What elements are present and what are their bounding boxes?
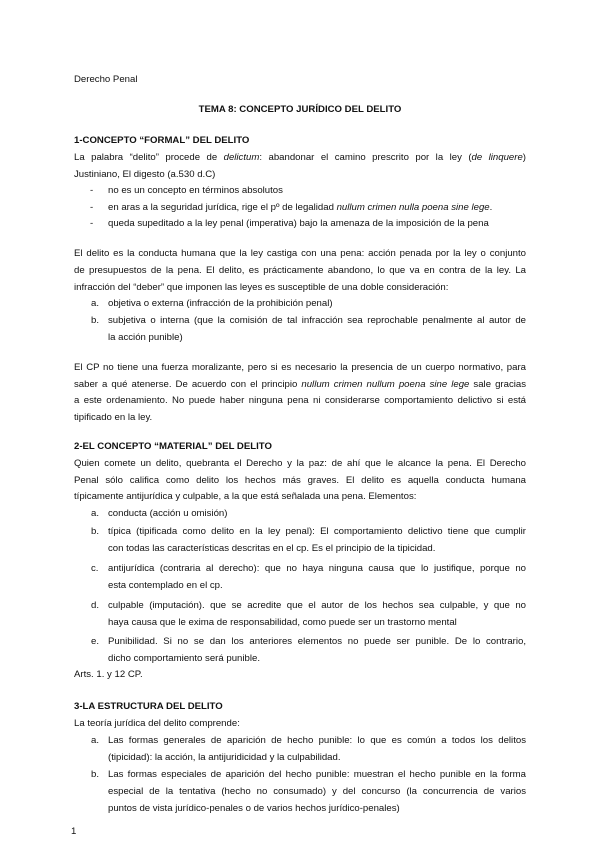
list-item-continuation: dicho comportamiento será punible. xyxy=(108,653,260,664)
list-item-label: b. xyxy=(91,526,100,537)
list-item-label: e. xyxy=(91,636,100,647)
list-item: culpable (imputación). que se acredite que el autor de los hechos sea culpable, y que no xyxy=(108,600,526,611)
paragraph-line: a este ordenamiento. No puede haber ninguna pena ni considerarse comportamiento delictivo si está xyxy=(74,395,526,406)
list-item-label: c. xyxy=(91,563,99,574)
section-1-intro-line-1: La palabra “delito” procede de delictum: abandonar el camino prescrito por la ley (de linquere) xyxy=(74,152,526,163)
list-item-continuation: esta contemplado en el cp. xyxy=(108,580,223,591)
list-item-label: a. xyxy=(91,735,100,746)
list-item-label: b. xyxy=(91,315,100,326)
document-title: TEMA 8: CONCEPTO JURÍDICO DEL DELITO xyxy=(198,104,402,115)
paragraph-line: típicamente antijurídica y culpable, a la que está señalada una pena. Elementos: xyxy=(74,491,417,502)
list-item: antijurídica (contraria al derecho): que no haya ninguna causa que lo justifique, porque no xyxy=(108,563,526,574)
bullet-mark: - xyxy=(90,218,94,229)
paragraph-line: Penal sólo califica como delito los hechos más graves. El delito es aquella conducta humana xyxy=(74,475,526,486)
section-3-heading: 3-LA ESTRUCTURA DEL DELITO xyxy=(74,701,223,712)
list-item: objetiva o externa (infracción de la prohibición penal) xyxy=(108,298,333,309)
paragraph-line: El CP no tiene una fuerza moralizante, pero si es necesario la presencia de un cuerpo normativo, para xyxy=(74,362,526,373)
list-item-continuation: puntos de vista jurídico-penales o de varios hechos jurídico-penales) xyxy=(108,803,400,814)
bullet-mark: - xyxy=(90,202,94,213)
paragraph-line: El delito es la conducta humana que la ley castiga con una pena: acción penada por la ley o conjunto xyxy=(74,248,526,259)
bullet-mark: - xyxy=(90,185,94,196)
list-item: conducta (acción u omisión) xyxy=(108,508,228,519)
list-item-label: a. xyxy=(91,298,100,309)
section-2-heading: 2-EL CONCEPTO “MATERIAL” DEL DELITO xyxy=(74,441,272,452)
articles-reference: Arts. 1. y 12 CP. xyxy=(74,669,143,680)
document-subject: Derecho Penal xyxy=(74,74,138,85)
list-item-continuation: con todas las características descritas en el cp. Es el principio de la tipicidad. xyxy=(108,543,436,554)
section-1-intro-line-2: Justiniano, El digesto (a.530 d.C) xyxy=(74,169,216,180)
page-number: 1 xyxy=(71,826,77,837)
section-1-heading: 1-CONCEPTO “FORMAL” DEL DELITO xyxy=(74,135,250,146)
list-item-continuation: (tipicidad): la acción, la antijuridicidad y la culpabilidad. xyxy=(108,752,341,763)
list-item: Punibilidad. Si no se dan los anteriores elementos no puede ser punible. De lo contrario, xyxy=(108,636,526,647)
bullet-item: en aras a la seguridad jurídica, rige el pº de legalidad nullum crimen nulla poena sine lege. xyxy=(108,202,493,213)
paragraph-line: Quien comete un delito, quebranta el Derecho y la paz: de ahí que le alcance la pena. El Derecho xyxy=(74,458,526,469)
list-item: típica (tipificada como delito en la ley penal): El comportamiento delictivo tiene que cumplir xyxy=(108,526,526,537)
list-item-label: b. xyxy=(91,769,100,780)
bullet-item: no es un concepto en términos absolutos xyxy=(108,185,283,196)
list-item: Las formas generales de aparición de hecho punible: lo que es común a todos los delitos xyxy=(108,735,526,746)
list-item-label: a. xyxy=(91,508,100,519)
list-item-continuation: la acción punible) xyxy=(108,332,183,343)
paragraph-line: tipificado en la ley. xyxy=(74,412,153,423)
paragraph-line: infracción del “deber” que imponen las leyes es susceptible de una doble consideración: xyxy=(74,282,449,293)
paragraph-line: La teoría jurídica del delito comprende: xyxy=(74,718,240,729)
paragraph-line: saber a qué atenerse. De acuerdo con el principio nullum crimen nullum poena sine lege sale gracias xyxy=(74,379,526,390)
list-item-label: d. xyxy=(91,600,100,611)
bullet-item: queda supeditado a la ley penal (imperativa) bajo la amenaza de la imposición de la pena xyxy=(108,218,489,229)
list-item: subjetiva o interna (que la comisión de tal infracción sea reprochable penalmente al autor de xyxy=(108,315,526,326)
list-item-continuation: especial de la tentativa (hecho no consumado) y del concurso (la concurrencia de varios xyxy=(108,786,526,797)
list-item: Las formas especiales de aparición del hecho punible: muestran el hecho punible en la forma xyxy=(108,769,526,780)
paragraph-line: de presupuestos de la pena. El delito, es prácticamente abandono, lo que va en contra de la ley. La xyxy=(74,265,526,276)
list-item-continuation: haya causa que le exima de responsabilidad, como puede ser un trastorno mental xyxy=(108,617,457,628)
